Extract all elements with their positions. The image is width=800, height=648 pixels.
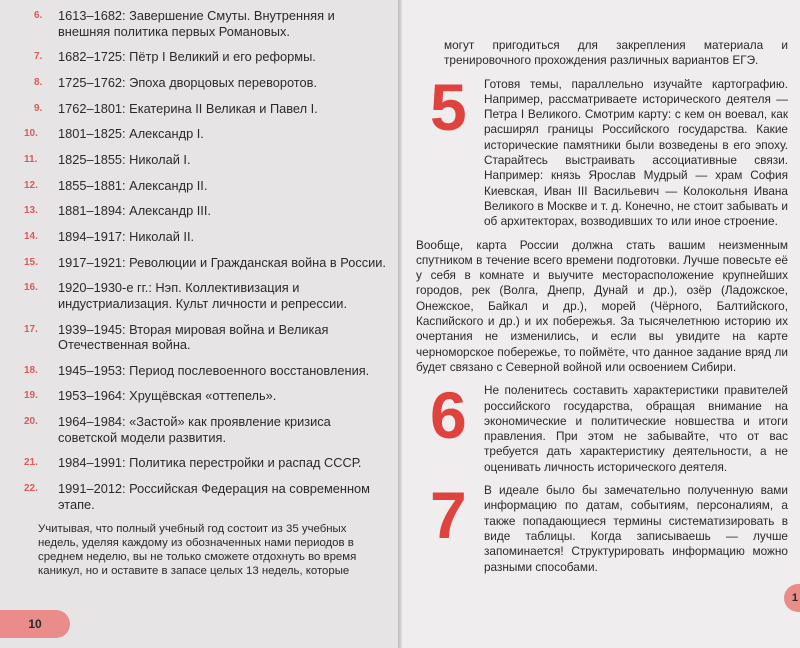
period-item — [24, 455, 386, 471]
tip-paragraph: Вообще, карта России должна стать вашим неизменным спутником в течение всего времени подготовки. Лучше повесьте её у себя в комнате и выучите месторасположение крупнейших городов, рек (Волга, Днепр, Дунай и др.), озёр (Ладожское, Онежское, Байкал и др.), морей (Чёрного, Балтийского, Каспийского и др.) и их побережья. За тысячелетнюю историю их очертания не изменились, и если вы увидите на карте черноморское побережье, то поймёте, что данное задание вряд ли будет связано с Северной войной или освоением Сибири. — [416, 237, 788, 374]
period-item — [34, 100, 386, 117]
period-item — [24, 362, 386, 379]
period-number: 7. — [34, 51, 43, 63]
period-text: 1939–1945: Вторая мировая война и Великая Отечественная война. — [58, 321, 329, 353]
period-text: 1682–1725: Пётр I Великий и его реформы. — [58, 49, 316, 65]
period-item — [24, 126, 386, 142]
intro-paragraph: могут пригодиться для закрепления материала и тренировочного прохождения различных вариантов ЕГЭ. — [444, 38, 788, 68]
period-text: 1881–1894: Александр III. — [58, 203, 211, 219]
section-number: 6 — [430, 378, 467, 453]
period-item — [34, 49, 386, 65]
period-text: 1991–2012: Российская Федерация на современном этапе. — [58, 481, 370, 512]
page-number-tab: 1 — [784, 584, 800, 612]
tip-section-7 — [416, 478, 788, 575]
period-text: 1984–1991: Политика перестройки и распад СССР. — [58, 455, 362, 471]
period-item — [24, 177, 386, 194]
period-text: 1953–1964: Хрущёвская «оттепель». — [58, 388, 277, 404]
period-item — [34, 8, 386, 39]
period-number: 21. — [24, 457, 38, 469]
tip-paragraph: Не поленитесь составить характеристики правителей российского государства, обращая внимание на экономические и политические новшества и итоги правления. При этом не забывайте, что от вас требуется дать характеристику деятельности, а не оценивать личность исторического деятеля. — [484, 383, 788, 474]
period-item — [24, 151, 386, 168]
period-number: 10. — [24, 128, 38, 140]
study-plan-note: Учитывая, что полный учебный год состоит из 35 учебных недель, уделяя каждому из обозначенных нами периодов в среднем неделю, вы не только сможете отдохнуть во время каникул, но и оставите в запасе целых 13 недель, которые — [38, 523, 357, 578]
period-number: 15. — [24, 256, 38, 268]
period-item — [24, 481, 386, 512]
period-number: 12. — [24, 179, 38, 191]
period-text: 1945–1953: Период послевоенного восстановления. — [58, 362, 370, 378]
period-item — [24, 280, 386, 311]
section-number: 5 — [430, 69, 467, 144]
period-text: 1613–1682: Завершение Смуты. Внутренняя и внешняя политика первых Романовых. — [58, 8, 335, 39]
period-number: 8. — [34, 76, 43, 88]
period-item — [24, 203, 386, 219]
period-number: 19. — [24, 390, 38, 402]
tip-section-5 — [416, 69, 788, 376]
period-text: 1801–1825: Александр I. — [58, 126, 204, 142]
period-number: 11. — [24, 153, 38, 165]
period-number: 22. — [24, 483, 38, 494]
period-number: 20. — [24, 416, 38, 428]
section-number: 7 — [430, 478, 467, 553]
period-text: 1894–1917: Николай II. — [58, 229, 195, 244]
period-item — [24, 414, 386, 445]
tip-paragraph: В идеале было бы замечательно полученную вами информацию по датам, событиям, персоналиям, а также попадающиеся термины систематизировать в виде таблицы. Когда записываешь — лучше запоминается! Структурировать информацию можно разными способами. — [484, 483, 788, 574]
period-text: 1964–1984: «Застой» как проявление кризиса советской модели развития. — [58, 414, 331, 445]
period-number: 9. — [34, 102, 43, 114]
period-item — [24, 254, 386, 271]
period-item — [24, 321, 386, 353]
period-number: 6. — [34, 10, 43, 21]
period-number: 16. — [24, 282, 38, 294]
period-item — [24, 229, 386, 245]
period-item — [24, 388, 386, 404]
period-text: 1855–1881: Александр II. — [58, 177, 208, 193]
period-text: 1825–1855: Николай I. — [58, 151, 191, 167]
period-number: 14. — [24, 231, 38, 242]
period-text: 1917–1921: Революции и Гражданская война в России. — [58, 254, 386, 270]
right-page — [402, 0, 800, 648]
period-item — [34, 74, 386, 91]
period-text: 1725–1762: Эпоха дворцовых переворотов. — [58, 74, 317, 90]
period-number: 18. — [24, 364, 38, 376]
period-number: 17. — [24, 323, 38, 335]
page-number-tab: 10 — [0, 610, 70, 638]
tip-paragraph: Готовя темы, параллельно изучайте картографию. Например, рассматриваете исторического деятеля — Петра I Великого. Смотрим карту: с кем он воевал, как расширял границы Российского государства. Какие исторические памятники были возведены в его эпоху. Старайтесь выстраивать ассоциативные связи. Например: князь Ярослав Мудрый — храм София Киевская, Иван III Васильевич — Колокольня Ивана Великого в Москве и т. д. Конечно, не стоит забывать и об архитекторах, возводивших то или иное строение. — [484, 76, 788, 229]
period-text: 1762–1801: Екатерина II Великая и Павел I. — [58, 100, 318, 116]
period-number: 13. — [24, 205, 38, 217]
tip-section-6 — [416, 378, 788, 475]
period-list — [24, 8, 386, 512]
period-text: 1920–1930-е гг.: Нэп. Коллективизация и индустриализация. Культ личности и репрессии. — [58, 280, 347, 311]
